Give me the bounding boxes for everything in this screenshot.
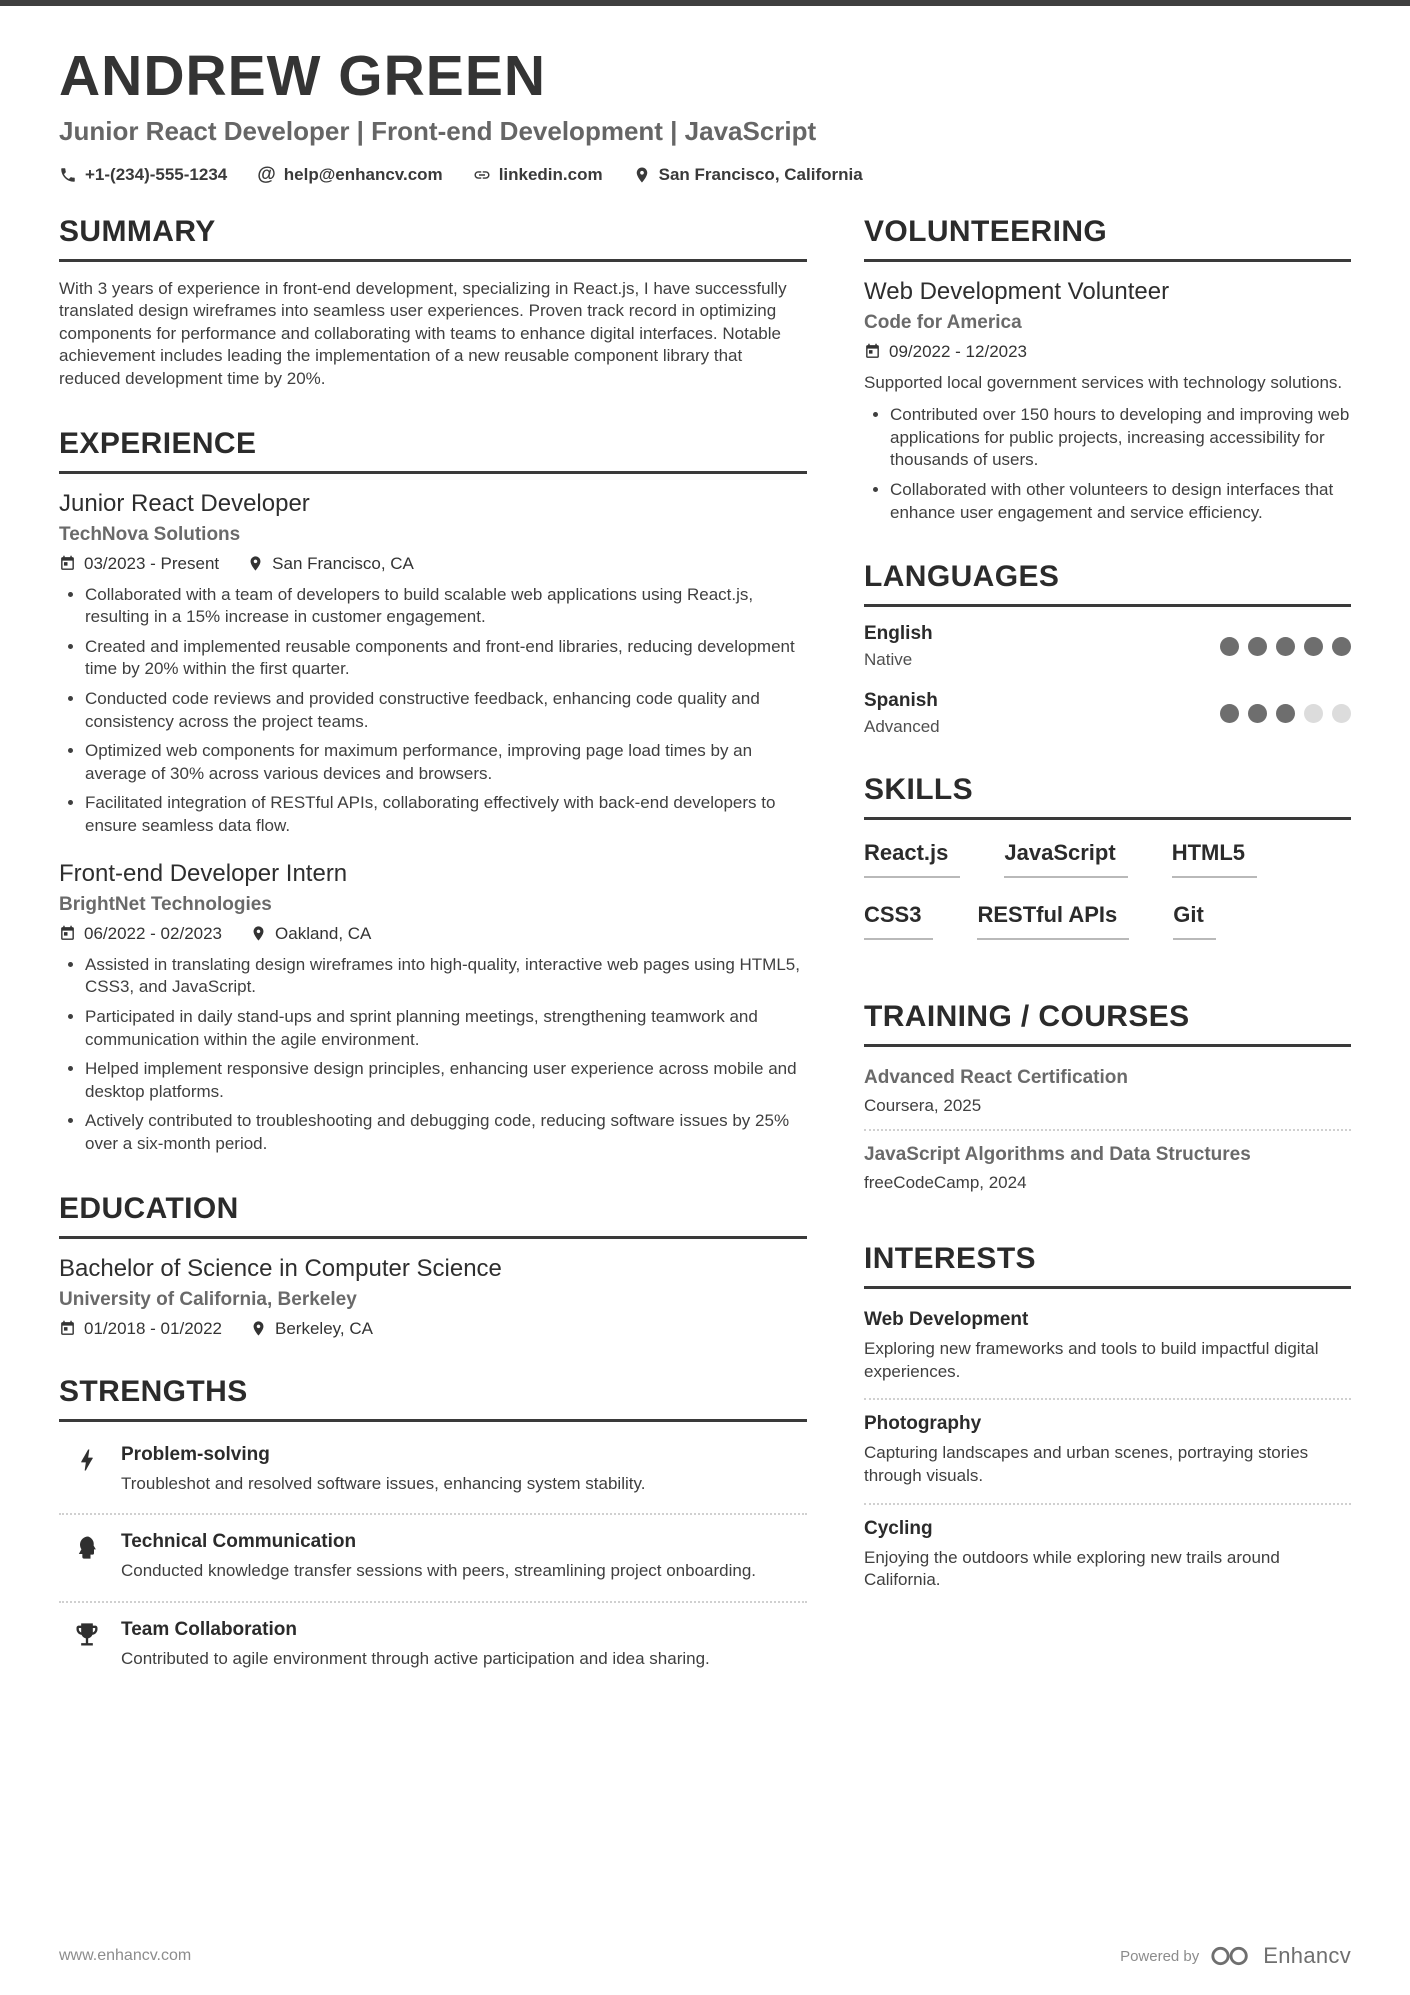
resume-columns bbox=[59, 215, 1351, 1725]
location-contact bbox=[633, 165, 863, 185]
bullet-item: • Facilitated integration of RESTful APIs, collaborating effectively with back-end developers to ensure seamless data flow. bbox=[85, 792, 807, 837]
job-bullets bbox=[59, 954, 807, 1156]
job-title: Junior React Developer bbox=[59, 489, 310, 517]
strength-title: Problem-solving bbox=[121, 1443, 270, 1465]
head-icon bbox=[71, 1531, 103, 1583]
footer-site-link[interactable]: www.enhancv.com bbox=[59, 1947, 192, 1964]
date-range bbox=[59, 554, 219, 574]
skill-item: RESTful APIs bbox=[977, 902, 1129, 940]
pin-icon bbox=[633, 166, 651, 184]
website-contact[interactable] bbox=[473, 165, 603, 185]
course-provider: Coursera, 2025 bbox=[864, 1096, 982, 1116]
school-name: University of California, Berkeley bbox=[59, 1288, 357, 1310]
page-footer bbox=[59, 1943, 1351, 1969]
bullet-item: • Participated in daily stand-ups and sprint planning meetings, strengthening teamwork and communication within the agile environment. bbox=[85, 1006, 807, 1051]
skill-item: JavaScript bbox=[1004, 840, 1127, 878]
resume-page bbox=[0, 6, 1410, 1724]
job-title: Front-end Developer Intern bbox=[59, 859, 348, 887]
job-bullets bbox=[59, 584, 807, 838]
volunteer-role: Web Development Volunteer bbox=[864, 277, 1170, 305]
education-section bbox=[59, 1192, 807, 1339]
date-range bbox=[59, 924, 222, 944]
rating-dot bbox=[1304, 637, 1323, 656]
volunteer-meta bbox=[864, 342, 1351, 362]
company-name: BrightNet Technologies bbox=[59, 893, 272, 915]
volunteer-bullets bbox=[864, 404, 1351, 524]
job-location bbox=[250, 924, 371, 944]
education-meta bbox=[59, 1319, 807, 1339]
right-column bbox=[864, 215, 1351, 1725]
rating-dot bbox=[1248, 637, 1267, 656]
degree-title: Bachelor of Science in Computer Science bbox=[59, 1254, 502, 1282]
rating-dot bbox=[1332, 704, 1351, 723]
course-provider: freeCodeCamp, 2024 bbox=[864, 1173, 1027, 1193]
email-address: help@enhancv.com bbox=[283, 164, 443, 184]
at-icon: @ bbox=[257, 164, 276, 186]
section-heading-skills: SKILLS bbox=[864, 773, 1351, 820]
pin-icon bbox=[250, 925, 267, 942]
email-contact[interactable] bbox=[257, 165, 442, 185]
interests-section bbox=[864, 1242, 1351, 1607]
bullet-item: • Optimized web components for maximum performance, improving page load times by an average of 30% across various devices and browsers. bbox=[85, 740, 807, 785]
interest-item bbox=[864, 1305, 1351, 1398]
strength-item bbox=[59, 1513, 807, 1601]
language-item bbox=[864, 623, 1351, 670]
language-name: English bbox=[864, 623, 933, 645]
skill-item: CSS3 bbox=[864, 902, 933, 940]
calendar-icon bbox=[59, 1320, 76, 1337]
rating-dot bbox=[1220, 637, 1239, 656]
bullet-item: • Collaborated with other volunteers to design interfaces that enhance user engagement and service efficiency. bbox=[890, 479, 1351, 524]
strength-text: Conducted knowledge transfer sessions with peers, streamlining project onboarding. bbox=[121, 1561, 757, 1581]
interest-item bbox=[864, 1503, 1351, 1607]
bullet-item: • Created and implemented reusable components and front-end libraries, reducing development time by 20% within the first quarter. bbox=[85, 636, 807, 681]
training-section bbox=[864, 1000, 1351, 1206]
date-range bbox=[59, 1319, 222, 1339]
date-range bbox=[864, 342, 1027, 362]
bullet-item: • Contributed over 150 hours to developing and improving web applications for public projects, increasing accessibility for thousands of users. bbox=[890, 404, 1351, 472]
calendar-icon bbox=[59, 925, 76, 942]
bullet-item: • Assisted in translating design wireframes into high-quality, interactive web pages using HTML5, CSS3, and JavaScript. bbox=[85, 954, 807, 999]
pin-icon bbox=[247, 555, 264, 572]
course-title: Advanced React Certification bbox=[864, 1067, 1128, 1089]
section-heading-training: TRAINING / COURSES bbox=[864, 1000, 1351, 1047]
volunteering-section bbox=[864, 215, 1351, 525]
skill-item: Git bbox=[1173, 902, 1216, 940]
website-url: linkedin.com bbox=[498, 164, 603, 184]
education-entry bbox=[59, 1255, 807, 1339]
experience-entry bbox=[59, 860, 807, 1156]
skill-item: React.js bbox=[864, 840, 960, 878]
phone-contact[interactable] bbox=[59, 165, 227, 185]
powered-by bbox=[1120, 1943, 1351, 1969]
interest-title: Web Development bbox=[864, 1309, 1029, 1331]
enhancv-brand-text[interactable]: Enhancv bbox=[1263, 1943, 1351, 1968]
language-item bbox=[864, 690, 1351, 737]
summary-text: With 3 years of experience in front-end development, specializing in React.js, I have successfully translated design wireframes into seamless user experiences. Proven track record in optimizing components for performance and collaborating with teams to enhance digital interfaces. Notable achievement includes leading the implementation of a new reusable component library that reduced development time by 20%. bbox=[59, 278, 787, 388]
language-name: Spanish bbox=[864, 690, 938, 712]
education-location bbox=[250, 1319, 373, 1339]
section-heading-strengths: STRENGTHS bbox=[59, 1375, 807, 1422]
section-heading-interests: INTERESTS bbox=[864, 1242, 1351, 1289]
left-column bbox=[59, 215, 807, 1725]
phone-number: +1-(234)-555-1234 bbox=[85, 164, 228, 184]
bullet-item: • Collaborated with a team of developers to build scalable web applications using React.js, resulting in a 15% increase in customer engagement. bbox=[85, 584, 807, 629]
bullet-item: • Conducted code reviews and provided constructive feedback, enhancing code quality and consistency across the project teams. bbox=[85, 688, 807, 733]
section-heading-volunteering: VOLUNTEERING bbox=[864, 215, 1351, 262]
date-text: 01/2018 - 01/2022 bbox=[84, 1318, 223, 1338]
rating-dot bbox=[1220, 704, 1239, 723]
strength-item bbox=[59, 1601, 807, 1689]
strength-item bbox=[59, 1438, 807, 1514]
rating-dot bbox=[1332, 637, 1351, 656]
strength-title: Team Collaboration bbox=[121, 1618, 297, 1640]
rating-dot bbox=[1248, 704, 1267, 723]
skills-list bbox=[864, 836, 1351, 964]
pin-icon bbox=[250, 1320, 267, 1337]
interest-text: Capturing landscapes and urban scenes, portraying stories through visuals. bbox=[864, 1443, 1309, 1486]
rating-dot bbox=[1276, 704, 1295, 723]
date-text: 03/2023 - Present bbox=[84, 553, 220, 573]
language-level: Native bbox=[864, 650, 913, 670]
section-heading-languages: LANGUAGES bbox=[864, 560, 1351, 607]
rating-dot bbox=[1276, 637, 1295, 656]
location-text: Berkeley, CA bbox=[275, 1318, 373, 1338]
resume-header bbox=[59, 46, 1351, 185]
interest-text: Enjoying the outdoors while exploring new trails around California. bbox=[864, 1547, 1280, 1590]
candidate-name: ANDREW GREEN bbox=[59, 44, 547, 108]
interest-title: Photography bbox=[864, 1413, 982, 1435]
interest-item bbox=[864, 1398, 1351, 1502]
job-location bbox=[247, 554, 414, 574]
strength-title: Technical Communication bbox=[121, 1531, 357, 1553]
volunteer-org: Code for America bbox=[864, 311, 1022, 333]
candidate-title: Junior React Developer | Front-end Development | JavaScript bbox=[59, 115, 817, 146]
summary-section bbox=[59, 215, 807, 391]
language-level: Advanced bbox=[864, 717, 940, 737]
section-heading-education: EDUCATION bbox=[59, 1192, 807, 1239]
location-text: San Francisco, CA bbox=[272, 553, 414, 573]
job-meta bbox=[59, 554, 807, 574]
section-heading-experience: EXPERIENCE bbox=[59, 427, 807, 474]
job-meta bbox=[59, 924, 807, 944]
enhancv-logo-icon bbox=[1209, 1943, 1253, 1969]
location-text: San Francisco, California bbox=[658, 164, 863, 184]
languages-section bbox=[864, 560, 1351, 737]
volunteer-description: Supported local government services with technology solutions. bbox=[864, 372, 1343, 392]
location-text: Oakland, CA bbox=[275, 923, 372, 943]
calendar-icon bbox=[59, 555, 76, 572]
experience-section bbox=[59, 427, 807, 1156]
bullet-item: • Helped implement responsive design principles, enhancing user experience across mobile and desktop platforms. bbox=[85, 1058, 807, 1103]
strength-text: Contributed to agile environment through active participation and idea sharing. bbox=[121, 1648, 710, 1668]
company-name: TechNova Solutions bbox=[59, 523, 241, 545]
language-rating bbox=[1220, 704, 1351, 723]
powered-by-label: Powered by bbox=[1120, 1947, 1200, 1965]
language-rating bbox=[1220, 637, 1351, 656]
bullet-item: • Actively contributed to troubleshooting and debugging code, reducing software issues by 25% over a six-month period. bbox=[85, 1110, 807, 1155]
phone-icon bbox=[59, 166, 77, 184]
course-item bbox=[864, 1129, 1351, 1206]
skill-item: HTML5 bbox=[1172, 840, 1257, 878]
volunteering-entry bbox=[864, 278, 1351, 525]
course-item bbox=[864, 1063, 1351, 1129]
experience-entry bbox=[59, 490, 807, 838]
interest-title: Cycling bbox=[864, 1517, 933, 1539]
trophy-icon bbox=[71, 1619, 103, 1671]
date-text: 09/2022 - 12/2023 bbox=[889, 341, 1028, 361]
lightning-icon bbox=[71, 1444, 103, 1496]
calendar-icon bbox=[864, 343, 881, 360]
rating-dot bbox=[1304, 704, 1323, 723]
link-icon bbox=[473, 166, 491, 184]
date-text: 06/2022 - 02/2023 bbox=[84, 923, 223, 943]
strengths-section bbox=[59, 1375, 807, 1689]
section-heading-summary: SUMMARY bbox=[59, 215, 807, 262]
skills-section bbox=[864, 773, 1351, 964]
strength-text: Troubleshot and resolved software issues, enhancing system stability. bbox=[121, 1473, 646, 1493]
course-title: JavaScript Algorithms and Data Structures bbox=[864, 1144, 1251, 1166]
contact-row bbox=[59, 165, 1351, 185]
interest-text: Exploring new frameworks and tools to build impactful digital experiences. bbox=[864, 1339, 1319, 1381]
